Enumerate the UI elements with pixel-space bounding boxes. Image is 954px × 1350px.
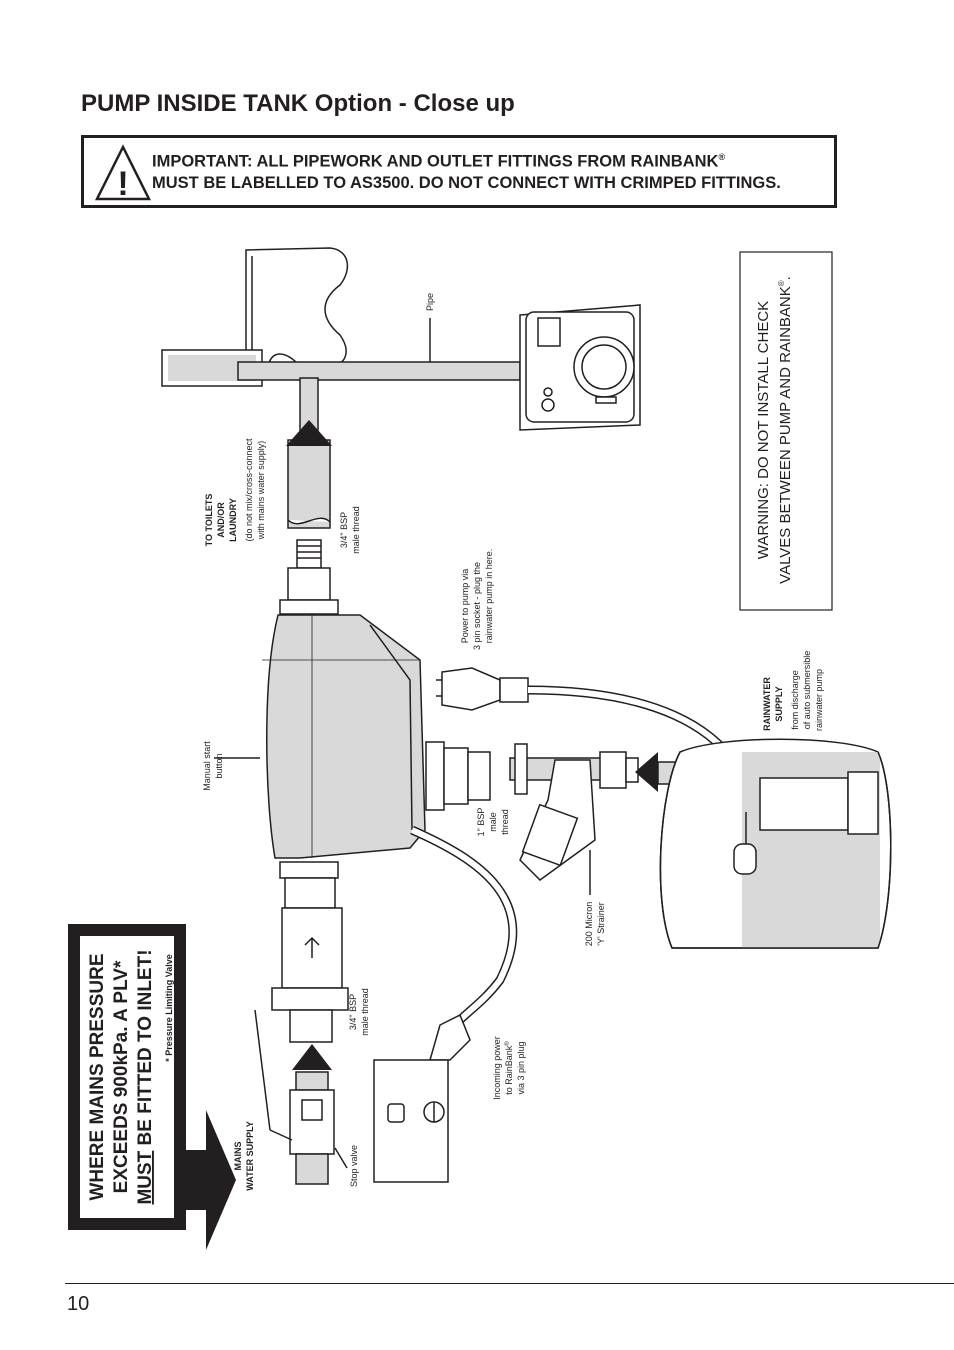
manual-start-label-1: Manual start <box>202 741 212 791</box>
to-toilets-note-2: with mains water supply) <box>256 440 266 540</box>
rainwater-supply-label-1: RAINWATER <box>762 677 772 731</box>
page-number: 10 <box>67 1293 90 1315</box>
washing-machine-icon <box>520 305 640 430</box>
pressure-footnote: * Pressure Limiting Valve <box>164 954 174 1062</box>
incoming-power-label-2: to RainBank® <box>504 1041 514 1095</box>
rainwater-supply-label-2: SUPPLY <box>774 686 784 722</box>
pressure-pump <box>262 615 490 858</box>
rainwater-supply-label-3: from discharge <box>790 670 800 730</box>
power-label-2: 3 pin socket - plug the <box>472 561 482 651</box>
pressure-line-1: WHERE MAINS PRESSURE <box>87 953 108 1201</box>
notice-line-1: IMPORTANT: ALL PIPEWORK AND OUTLET FITTINGS FROM RAINBANK® <box>152 152 726 171</box>
pump-plug-icon <box>436 668 528 710</box>
page-title: PUMP INSIDE TANK Option - Close up <box>81 90 515 117</box>
footer-rule <box>65 1283 954 1284</box>
bsp-1-label-1: 1" BSP <box>476 807 486 837</box>
power-label-1: Power to pump via <box>460 568 470 644</box>
rainwater-tank-icon <box>660 739 890 948</box>
to-toilets-label-3: LAUNDRY <box>228 498 238 542</box>
bsp-bottom-label-2: male thread <box>360 988 370 1036</box>
svg-text:!: ! <box>117 165 129 202</box>
pipe-label: Pipe <box>425 292 435 312</box>
registered-mark: ® <box>777 280 786 287</box>
registered-mark: ® <box>718 152 726 162</box>
bsp-bottom-label-1: 3/4" BSP <box>348 993 358 1031</box>
y-strainer-icon <box>510 744 638 880</box>
notice-line-2: MUST BE LABELLED TO AS3500. DO NOT CONNECT WITH CRIMPED FITTINGS. <box>152 174 781 192</box>
check-valve-warning-line-2: VALVES BETWEEN PUMP AND RAINBANK®. <box>777 276 794 584</box>
to-toilets-label: TO TOILETS <box>204 493 214 547</box>
bsp-1-label-3: thread <box>500 809 510 835</box>
pressure-line-2: EXCEEDS 900kPa. A PLV* <box>111 960 132 1194</box>
bsp-top-label-1: 3/4" BSP <box>339 511 349 549</box>
to-toilets-label-2: AND/OR <box>216 502 226 538</box>
stop-valve-label: Stop valve <box>349 1144 359 1188</box>
pressure-arrow-icon <box>186 1110 236 1250</box>
mains-supply-label-1: MAINS <box>233 1141 243 1171</box>
mains-supply-label-2: WATER SUPPLY <box>245 1121 255 1191</box>
check-valve-warning-line-1: WARNING: DO NOT INSTALL CHECK <box>755 300 772 560</box>
manual-start-label-2: button <box>214 753 224 779</box>
strainer-label-2: 'Y' Strainer <box>596 902 606 946</box>
power-label-3: rainwater pump in here. <box>484 548 494 644</box>
rainwater-supply-label-4: of auto submersible <box>802 650 812 730</box>
pressure-line-3: MUST BE FITTED TO INLET! <box>135 949 156 1205</box>
wall-socket-icon <box>374 1060 448 1182</box>
to-toilets-note-1: (do not mix/cross-connect <box>244 438 254 542</box>
rainwater-supply-label-5: rainwater pump <box>814 668 824 732</box>
strainer-label-1: 200 Micron <box>584 901 594 947</box>
bsp-top-label-2: male thread <box>351 506 361 554</box>
incoming-power-label-3: via 3 pin plug <box>516 1041 526 1095</box>
incoming-power-label-1: Incoming power <box>492 1036 502 1100</box>
bsp-1-label-2: male <box>488 812 498 832</box>
registered-mark: ® <box>505 1041 511 1046</box>
